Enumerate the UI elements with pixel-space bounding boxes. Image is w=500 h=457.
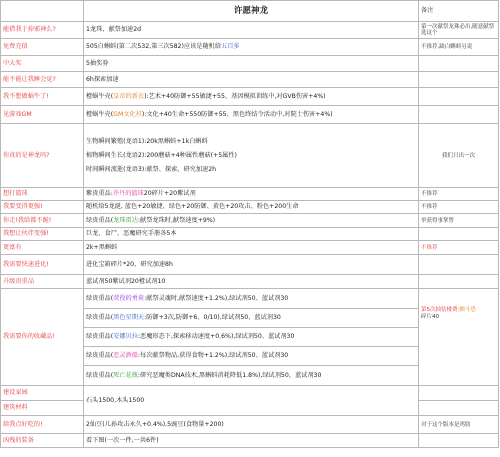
row-label: 凶残的装备 (1, 434, 84, 448)
row-value-line: 生物瞬间繁殖(龙语1):20k黑蝌蚪+1k白蝌蚪 (86, 137, 208, 145)
row-note (419, 72, 499, 88)
row-note (419, 228, 499, 241)
row-value (84, 106, 419, 124)
row-note (419, 275, 499, 289)
row-label: 能不能让我睡会觉? (1, 72, 84, 88)
row-value: 2k+黑蝌蚪 (84, 241, 419, 255)
row-value: 5抽奖券 (84, 56, 419, 72)
row-value: 蓝试剂50紫试剂20橙试剂10 (84, 275, 419, 289)
row-value-text: 橙蜗牛壳( (86, 110, 114, 118)
row-note (419, 401, 499, 416)
row-label: 我需要快速进化! (1, 255, 84, 275)
row-label: 想打篮球 (1, 188, 84, 201)
collectible-item: 绿贵重品(黑色星期天:防御+3次,防御+6、0/10),绿试剂50、蓝试剂30 (84, 309, 418, 328)
collectible-name: 恶灵酒船 (113, 351, 138, 359)
collectible-item: 绿贵重品(安娜贝拉:恶魔形态下,探索移动速度+0.6%),绿试剂50、蓝试剂30 (84, 328, 418, 347)
table-header-row (1, 1, 499, 22)
row-note (419, 289, 499, 386)
row-label: 我要变得更强! (1, 201, 84, 214)
row-note (419, 386, 499, 401)
row-value: 巨龙、食尸、恶魔研究手册各5本 (84, 228, 419, 241)
collectible-name: 安娜贝拉 (113, 332, 138, 340)
row-note (419, 88, 499, 106)
row-value (84, 88, 419, 106)
row-label: 我想让伙伴变强! (1, 228, 84, 241)
row-label: 建筑材料 (1, 401, 84, 416)
table-row (1, 201, 499, 214)
row-label: 给我点好吃的! (1, 416, 84, 434)
row-label: 建设家园 (1, 386, 84, 401)
row-value-line: 时间瞬间流逝(龙语3):献祭、探索、研究加速2h (86, 165, 217, 173)
row-value-highlight: 皇帝的新衣 (113, 92, 145, 100)
row-label: 你走!我给都不跪! (1, 214, 84, 228)
row-value-text: 紫贵重品: (86, 190, 113, 197)
row-value (84, 289, 419, 386)
row-value-highlight: 五百多 (221, 43, 240, 50)
row-value: 石头1500,木头1500 (84, 386, 419, 416)
row-value (84, 188, 419, 201)
row-value (84, 39, 419, 56)
row-note: 不推荐 (419, 241, 499, 255)
row-note (419, 434, 499, 448)
table-row (1, 434, 499, 448)
row-value-highlight: 龙珠雷达 (113, 216, 138, 224)
row-note: 我们只出一次 (419, 124, 499, 188)
table-row (1, 106, 499, 124)
row-note (419, 106, 499, 124)
row-value-text: 505白蝌蚪(第二次532,第三次582)应该是随机给 (86, 43, 222, 50)
row-value-line: 植物瞬间生长(龙语2):200蘑菇+4种属性蘑菇(+5属性) (86, 151, 237, 159)
header-note-cell: 备注 (419, 1, 499, 22)
row-note: 不推荐 (419, 188, 499, 201)
table-row (1, 386, 499, 401)
row-value-highlight: 乔丹的篮球 (112, 190, 144, 197)
row-value-highlight: GM文化衫 (113, 110, 142, 118)
note-text: 碎片40 (421, 314, 439, 320)
row-label: 能借我于掉邪神么? (1, 22, 84, 39)
row-label: 我不想做蜗牛了! (1, 88, 84, 106)
table-row (1, 241, 499, 255)
row-value-text: 橙蜗牛壳( (86, 92, 114, 100)
table-row (1, 275, 499, 289)
row-value-text: ):艺术+40防御+55敏捷+55、基因模拟训练中,对GVB伤害+4%) (144, 92, 326, 100)
table-row (1, 72, 499, 88)
note-highlight: 颤斗恐 (459, 307, 476, 313)
row-value: 1龙珠、献祭加速2d (84, 22, 419, 39)
row-label: 中大奖 (1, 56, 84, 72)
row-note (419, 56, 499, 72)
row-note: 第一次献祭龙珠必出,随意献祭选这个 (419, 22, 499, 39)
collectible-name: 荧役的勇荷 (113, 294, 145, 302)
row-note: 举获得事掌誓 (419, 214, 499, 228)
row-label: 升级贵重品 (1, 275, 84, 289)
table-row (1, 289, 499, 386)
table-title: 许愿神龙 (84, 1, 419, 22)
collectible-item: 绿贵重品(荧役的勇荷:献祭灵魂时,献祭速度+1.2%),绿试剂50、蓝试剂30 (84, 290, 418, 309)
collectible-name: 黑色星期天 (113, 313, 145, 321)
row-value: 随机给5龙涎, 蓝色+20敏捷、绿色+20防御、黄色+20攻击、粉色+200生命 (84, 201, 419, 214)
table-row (1, 124, 499, 188)
table-row (1, 416, 499, 434)
row-value-text: :献祭龙珠时,献祭速度+9%) (137, 216, 216, 224)
table-row (1, 88, 499, 106)
row-value: 看下图(一次一件,一共6件) (84, 434, 419, 448)
table-row (1, 22, 499, 39)
row-value-text: 20碎片+20紫试剂 (143, 190, 196, 197)
row-value-line: 进化宝箱碎片*20、研究加速8h (86, 260, 173, 268)
table-row (1, 39, 499, 56)
row-value: 6h探索加速 (84, 72, 419, 88)
collectible-name: 死亡花瓶 (113, 371, 138, 379)
row-value-text: 绿贵重品( (86, 216, 114, 224)
row-label: 更富有 (1, 241, 84, 255)
table-row (1, 188, 499, 201)
row-value: 2仙豆(儿孙攻击永久+0.4%),5豌豆(食物量+200) (84, 416, 419, 434)
row-label: 我需要你的收藏品! (1, 289, 84, 386)
row-value (84, 255, 419, 275)
row-note: 对于这个版本是鸡肋 (419, 416, 499, 434)
collectible-item: 绿贵重品(恶灵酒船:每次献祭物品,获得食物+1.2%),绿试剂50、蓝试剂30 (84, 347, 418, 366)
table-row (1, 255, 499, 275)
row-note: 不推荐 (419, 201, 499, 214)
row-label: 免费充值 (1, 39, 84, 56)
row-label: 见游戏GM (1, 106, 84, 124)
note-text: 第5次抽钻楼费: (421, 307, 460, 313)
row-value (84, 124, 419, 188)
header-label-cell (1, 1, 84, 22)
table-row (1, 214, 499, 228)
table-row (1, 228, 499, 241)
row-note: 不推荐,缺白蝌蚪另说 (419, 39, 499, 56)
row-value (84, 214, 419, 228)
row-label: 你真的是神龙吗? (1, 124, 84, 188)
collectible-item: 绿贵重品(死亡花瓶:研究恶魔类DNA技术,黑蝌蚪消耗降低1.8%),绿试剂50、蓝试剂30 (86, 371, 322, 379)
row-note (419, 255, 499, 275)
row-value-text: ):文化+40生命+550防御+55、黑色终结令活动中,对院士伤害+4%) (141, 110, 333, 118)
table-row (1, 56, 499, 72)
